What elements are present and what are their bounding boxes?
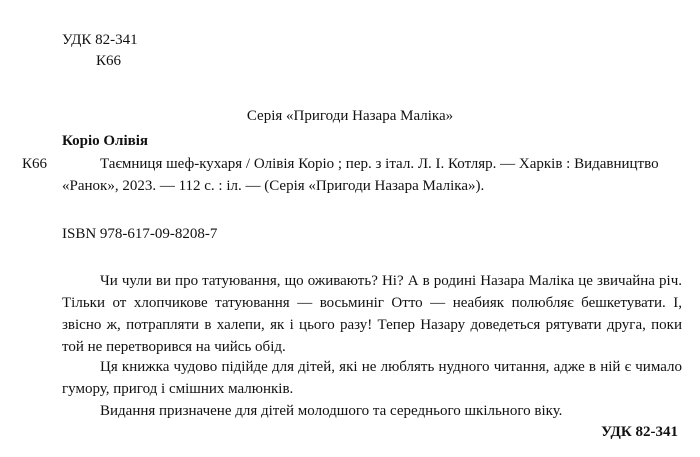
bibliographic-description-line-2: «Ранок», 2023. — 112 с. : іл. — (Серія «Пригоди Назара Маліка»). xyxy=(62,178,485,194)
annotation-paragraph-1: Чи чули ви про татуювання, що оживають? Ні? А в родині Назара Маліка це звичайна річ. Тільки от хлопчикове татуювання — восьминіг Отто — неабияк полюбляє бешкетувати. І, звісно ж, потрапляти в халепи, як і цього разу! Тепер Назару доведеться рятувати друга, поки той не перетворився на чийсь обід. xyxy=(62,273,682,355)
author-mark-top: К66 xyxy=(96,53,122,69)
annotation-paragraph-3: Видання призначене для дітей молодшого та середнього шкільного віку. xyxy=(100,403,563,419)
udc-code-bottom: УДК 82-341 xyxy=(601,424,678,440)
isbn: ISBN 978-617-09-8208-7 xyxy=(62,226,218,242)
author-heading: Коріо Олівія xyxy=(62,133,149,149)
bibliographic-description-line-1: Таємниця шеф-кухаря / Олівія Коріо ; пер. з італ. Л. І. Котляр. — Харків : Видавництво xyxy=(100,156,659,172)
series-title: Серія «Пригоди Назара Маліка» xyxy=(246,108,454,124)
annotation-paragraph-2: Ця книжка чудово підійде для дітей, які не люблять нудного читання, адже в ній є чимало гумору, пригод і смішних малюнків. xyxy=(62,359,682,397)
udc-code-top: УДК 82-341 xyxy=(62,32,138,48)
author-mark-left: К66 xyxy=(22,156,48,172)
